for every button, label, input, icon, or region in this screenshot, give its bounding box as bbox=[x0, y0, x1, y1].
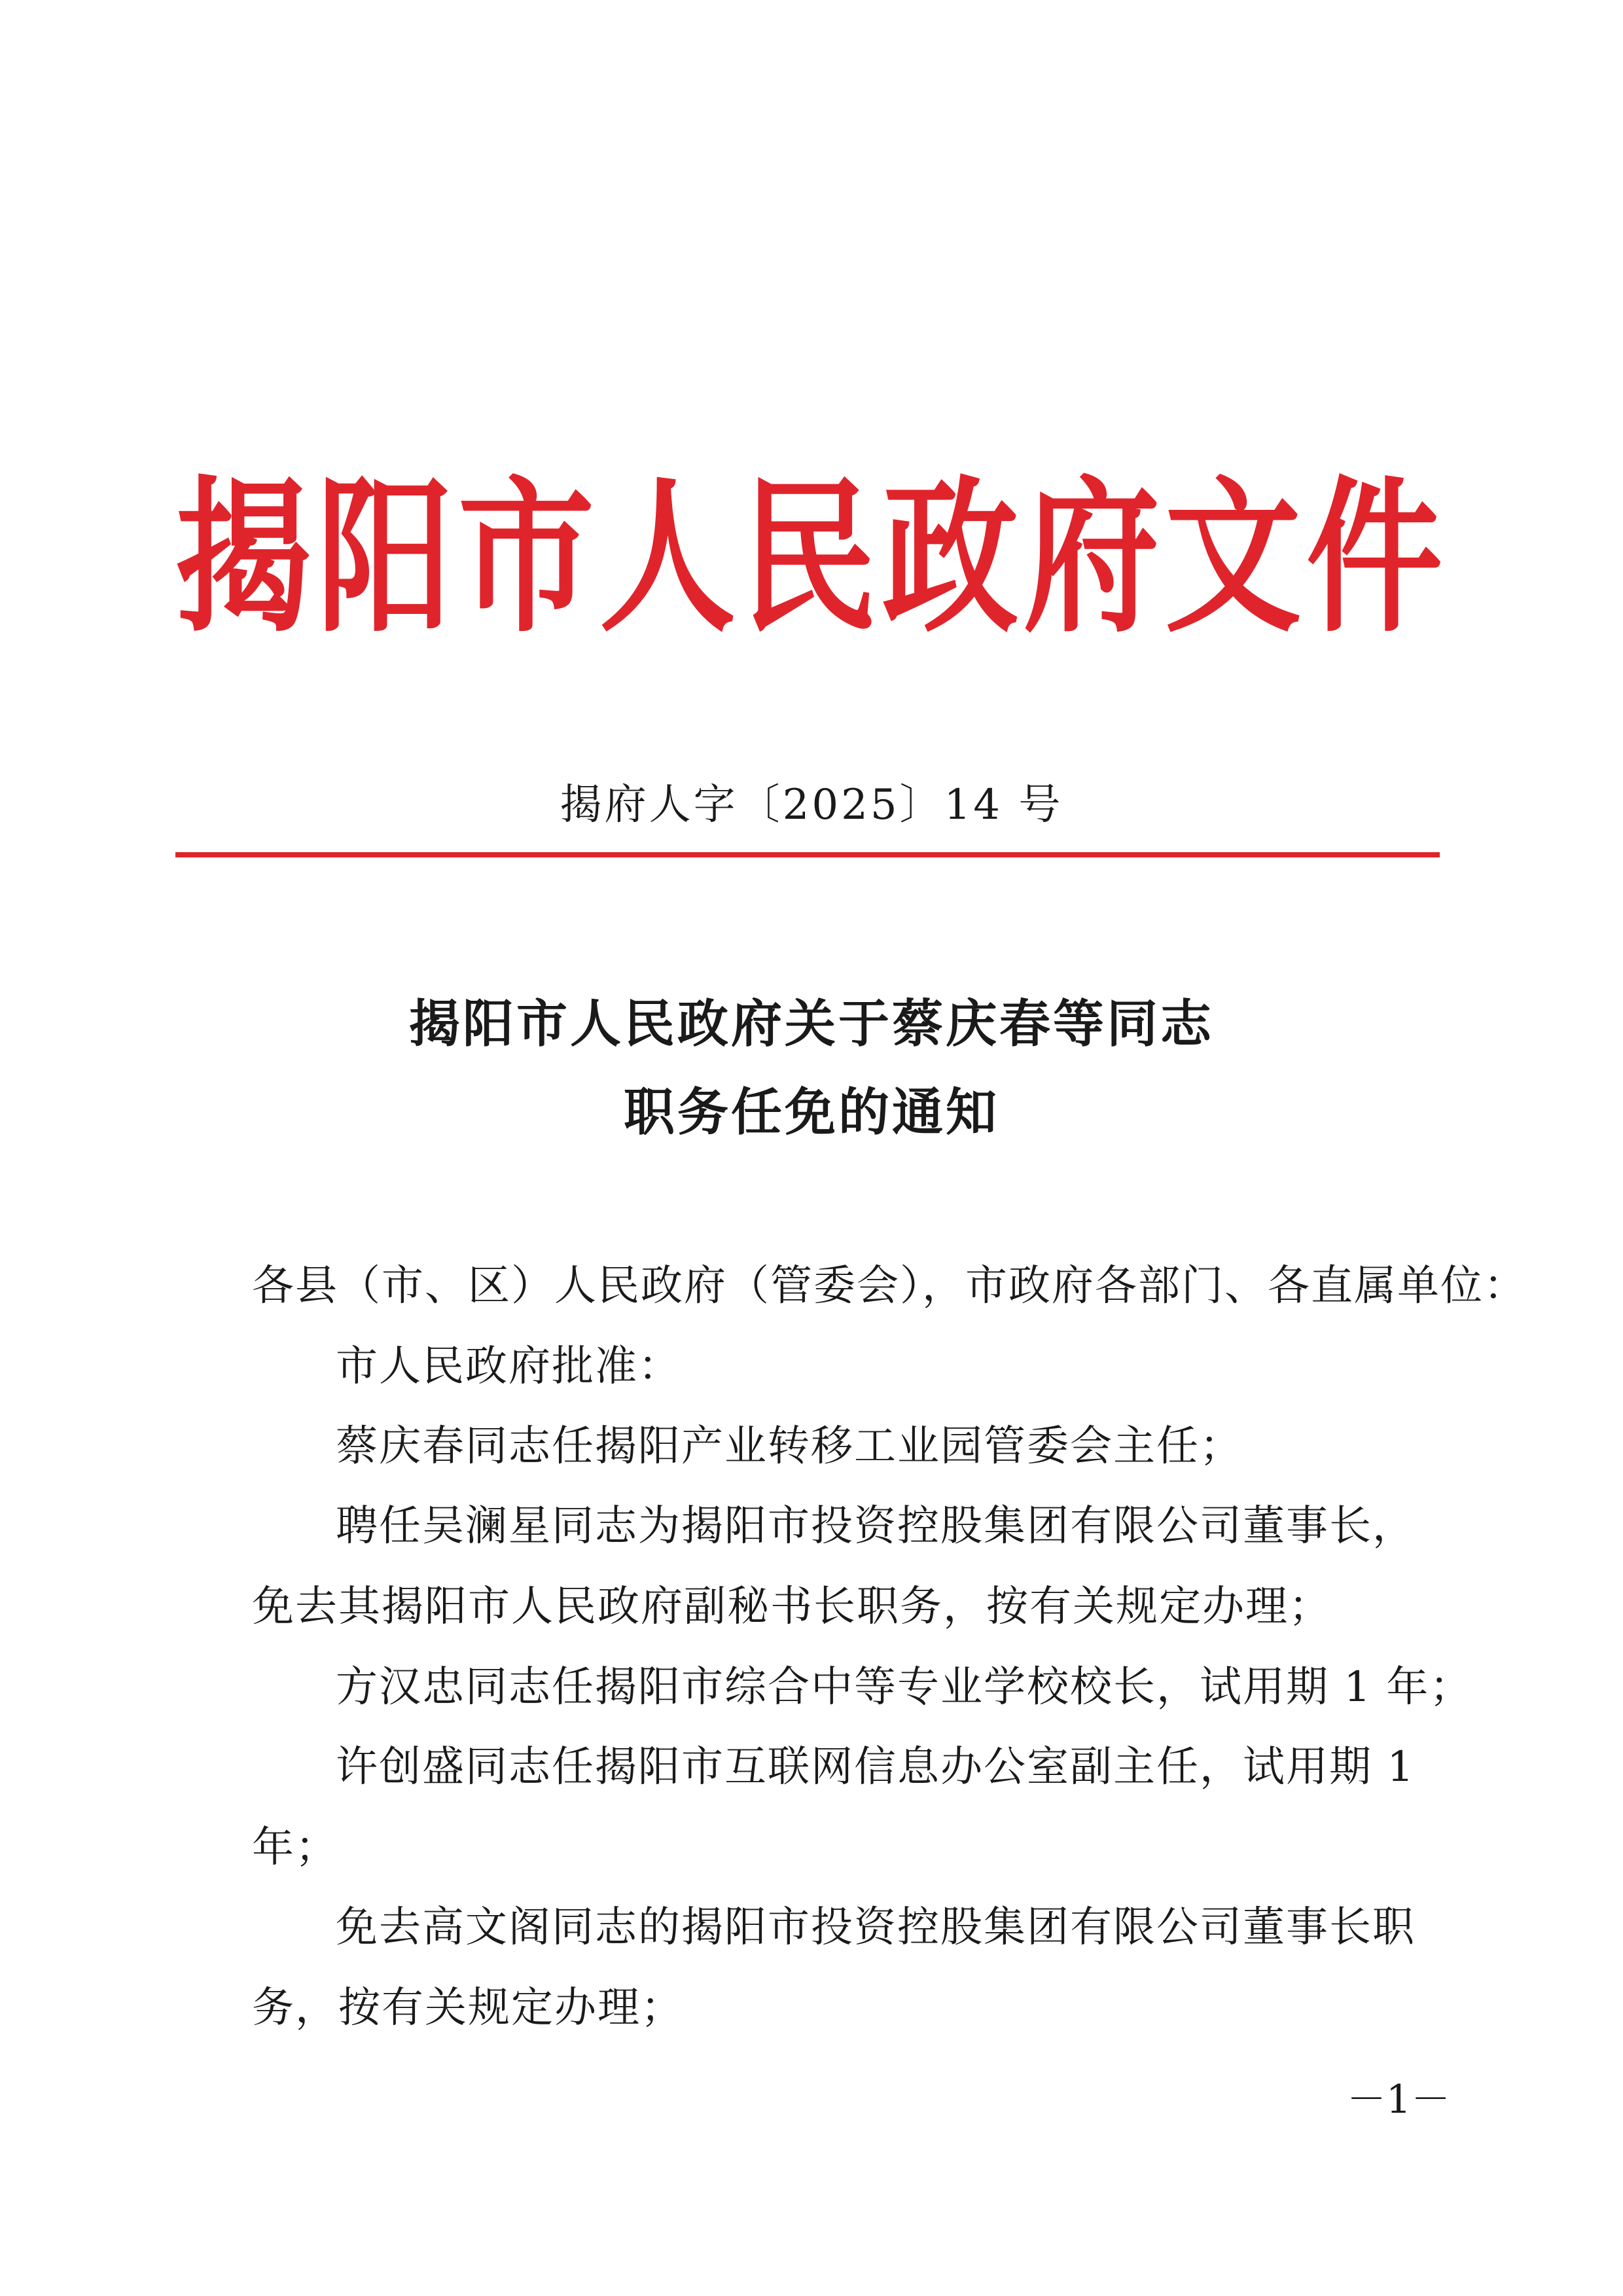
notice-title-line-2: 职务任免的通知 bbox=[623, 1083, 999, 1142]
approval-line: 市人民政府批准： bbox=[336, 1342, 681, 1391]
appointment-item-1: 蔡庆春同志任揭阳产业转移工业园管委会主任； bbox=[336, 1422, 1243, 1471]
masthead-title: 揭阳市人民政府文件 bbox=[175, 460, 1448, 656]
appointment-item-4-line-2: 年； bbox=[252, 1823, 338, 1872]
appointment-item-2-line-2: 免去其揭阳市人民政府副秘书长职务，按有关规定办理； bbox=[252, 1583, 1332, 1631]
appointment-item-5-line-1: 免去高文阁同志的揭阳市投资控股集团有限公司董事长职 bbox=[336, 1903, 1416, 1952]
appointment-item-5-line-2: 务，按有关规定办理； bbox=[252, 1984, 684, 2032]
red-divider-rule bbox=[175, 852, 1440, 857]
appointment-item-2-line-1: 聘任吴澜星同志为揭阳市投资控股集团有限公司董事长， bbox=[336, 1502, 1416, 1551]
recipients-line: 各县（市、区）人民政府（管委会），市政府各部门、各直属单位： bbox=[252, 1262, 1527, 1310]
document-number: 揭府人字〔2025〕14 号 bbox=[560, 781, 1063, 829]
appointment-item-4-line-1: 许创盛同志任揭阳市互联网信息办公室副主任，试用期 1 bbox=[336, 1743, 1416, 1791]
notice-title-line-1: 揭阳市人民政府关于蔡庆春等同志 bbox=[408, 995, 1214, 1054]
page-number: －1－ bbox=[1347, 2077, 1451, 2123]
appointment-item-3: 方汉忠同志任揭阳市综合中等专业学校校长，试用期 1 年； bbox=[336, 1663, 1473, 1712]
